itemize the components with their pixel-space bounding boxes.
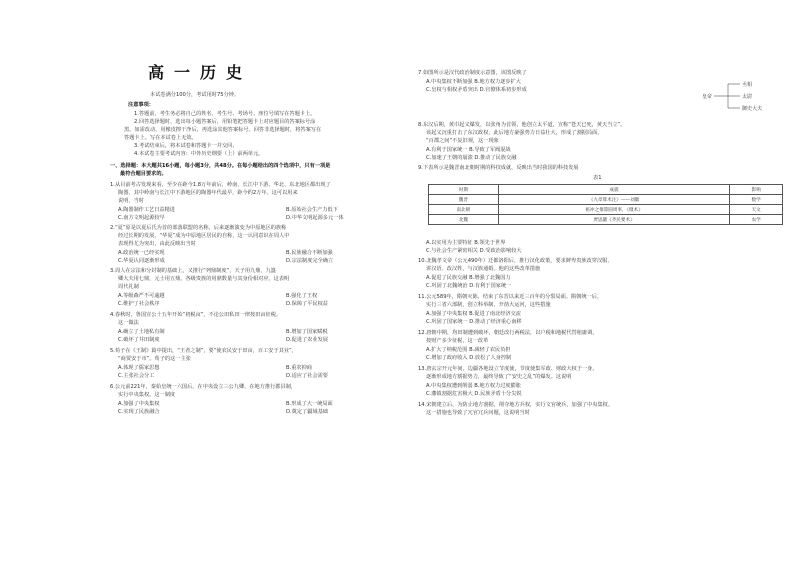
table-cell: 《九章算术注》——刘徽 <box>498 195 730 205</box>
question-line: 这一做法 <box>118 320 139 326</box>
notice-line: 3.考试结束后，将本试卷和答题卡一并交回。 <box>134 143 238 149</box>
question-line: 卿大夫用七鼎，元士用五鼎。各级贵族的用鼎数量与其身份相对应。这表明 <box>118 276 290 282</box>
table-row <box>429 215 783 225</box>
option[interactable]: D.促进了农业发展 <box>286 337 328 343</box>
option[interactable]: A.中央集权遭到削弱 B.地方权力过度膨胀 <box>426 383 521 389</box>
question-line: 按财产多少征税，这一改革 <box>426 338 489 344</box>
question-line: 12.唐朝中期，均田制遭到破坏，朝廷改行两税法，以户税和地税代替租庸调， <box>418 330 598 336</box>
diagram-label: 丞相 <box>742 82 753 88</box>
question-line: 实行三省六部制，创立科举制，开凿大运河，这些措施 <box>426 302 551 308</box>
notice-line: 黑。如需改动，用橡皮擦干净后，再选涂其他答案标号。回答非选择题时，将答案写在 <box>124 127 322 133</box>
question-line: 这一措施也导致了冗官冗兵问题，这说明当时 <box>426 410 530 416</box>
option[interactable]: D.适应了社会需要 <box>286 373 328 379</box>
option[interactable]: A.加强了中央集权 B.促进了南北经济交流 <box>426 311 521 317</box>
question-line: 实行中央集权。这一制度 <box>118 392 176 398</box>
option[interactable]: B.强化了王权 <box>286 293 318 299</box>
table-cell: 数学 <box>730 195 783 205</box>
option[interactable]: C.破坏了井田制度 <box>118 337 160 343</box>
question-line: 经过长期的发展，“华夏”成为中原地区居民的自称，这一认同意识在周人中 <box>118 233 290 239</box>
section-title: 最符合题目要求的。 <box>120 171 167 177</box>
notice-line: 2.回答选择题时，选出每小题答案后，用铅笔把答题卡上对应题目的答案标号涂 <box>134 119 316 125</box>
question-line: 9.下表所示是魏晋南北朝时期的科技成就，反映出当时我国的科技发展 <box>418 165 579 171</box>
table-header: 时期 <box>429 185 499 195</box>
table-cell: 北魏 <box>429 215 499 225</box>
table-cell: 天文 <box>730 205 783 215</box>
question-line: 10.北魏孝文帝（公元490年）迁都洛阳后，推行汉化政策，要求鲜卑贵族改穿汉服、 <box>418 258 613 264</box>
table-caption: 表1 <box>593 175 602 181</box>
question-line: 5.荀子在《王制》篇中提出，“王者之制”，要“使农民安于田亩，百工安于其业”， <box>110 348 297 354</box>
question-line: 逐渐形成地方割据势力，最终导致了“安史之乱”的爆发。这说明 <box>426 374 572 380</box>
option[interactable]: A.扩大了纳税范围 B.减轻了农民负担 <box>426 347 511 353</box>
table-cell: 贾思勰《齐民要术》 <box>498 215 730 225</box>
notice-line: 1.答题前，考生务必将自己的姓名、考生号、考场号、座位号填写在答题卡上。 <box>134 111 316 117</box>
question-line: 讲汉语、改汉姓，与汉族通婚。他的这些改革措施 <box>426 266 541 272</box>
diagram-label: 皇帝 <box>702 94 713 100</box>
question-line: 7.如图所示是汉代政治制度示意图，该图反映了 <box>418 70 527 76</box>
achievement-table <box>428 184 783 225</box>
question-line: “商贾安于市”。荀子的这一主张 <box>118 356 191 362</box>
option[interactable]: A.确立了土地私有制 <box>118 329 165 335</box>
question-line: 13.唐玄宗开元年间，边疆各地设立节度使，节度使集军政、财政大权于一身， <box>418 366 598 372</box>
question-line: 该起义沉重打击了东汉政权，此后地方豪强势力日益壮大，形成了割据局面， <box>426 130 603 136</box>
option[interactable]: B.民族融合不断加强 <box>286 250 333 256</box>
option[interactable]: C.巩固了北魏统治 D.有利于国家统一 <box>426 283 512 289</box>
question-line: 6.公元前221年，秦始皇统一六国后，在中央设立三公九卿，在地方推行郡县制， <box>110 384 297 390</box>
option[interactable]: C.华夏认同逐渐形成 <box>118 258 165 264</box>
option[interactable]: C.巩固了国家统一 D.推动了经济重心南移 <box>426 319 522 325</box>
notice-line: 4.本试卷主要考试内容：中外历史纲要（上）前两单元。 <box>134 151 264 157</box>
notice-line: 答题卡上。写在本试卷上无效。 <box>124 135 197 141</box>
option[interactable]: D.奠定了疆域基础 <box>286 409 328 415</box>
notice-title: 注意事项： <box>128 102 154 108</box>
option[interactable]: A.促进了民族交融 B.增强了北魏国力 <box>426 275 511 281</box>
table-header: 影响 <box>730 185 783 195</box>
option[interactable]: B.原始社会生产力低下 <box>286 207 338 213</box>
table-row <box>429 205 783 215</box>
table-row <box>429 195 783 205</box>
page-title: 高一历史 <box>147 63 252 82</box>
question-line: 表现得尤为突出，由此反映出当时 <box>118 241 196 247</box>
question-line: 8.东汉后期，黄巾起义爆发，以张角为首领，他创立太平道，宣称“苍天已死，黄天当立”。 <box>418 122 626 128</box>
question-line: 1.从目前考古发现来看，至少在距今1.8万年前后，岭南、长江中下游、华北、东北地区都出现了 <box>110 182 331 188</box>
option[interactable]: C.加速了王朝的崩溃 D.推动了民族交融 <box>426 155 517 161</box>
question-line: 14.宋朝建立后，为防止地方割据，削夺地方兵权，实行文官统兵，加强了中央集权。 <box>418 402 614 408</box>
option[interactable]: A.以实用为主要特征 B.领先于世界 <box>426 240 506 246</box>
table-cell: 南北朝 <box>429 205 499 215</box>
question-line: “百郡之间”不复旧观，这一现象 <box>426 138 499 144</box>
option[interactable]: D.中华文明起源多元一体 <box>286 215 344 221</box>
question-line: 4.春秋时，鲁国宣公十五年开始“初税亩”，不论公田私田一律按田亩征税。 <box>110 312 282 318</box>
option[interactable]: C.维护了社会秩序 <box>118 301 160 307</box>
section-title: 一、选择题：本大题共16小题，每小题3分，共48分。在每小题给出的四个选项中，只有一项是 <box>110 163 331 169</box>
option[interactable]: D.宗法制度完全确立 <box>286 258 334 264</box>
option[interactable]: D.保障了平民权益 <box>286 301 328 307</box>
question-line: 陶器，其中岭南与长江中下游地区的陶器年代最早，距今约2万年。这可以用来 <box>118 190 298 196</box>
option[interactable]: A.等级森严不可逾越 <box>118 293 165 299</box>
option[interactable]: C.实现了民族融合 <box>118 409 160 415</box>
option[interactable]: C.增加了政府收入 D.放松了人身控制 <box>426 355 512 361</box>
question-line: 周代礼制 <box>118 284 139 290</box>
table-cell: 祖冲之推算圆周率，《缀术》 <box>498 205 730 215</box>
government-structure-diagram <box>700 78 780 114</box>
diagram-label: 太尉 <box>742 94 753 100</box>
question-line: C.皇权与相权矛盾突出 D.官僚体系初步形成 <box>426 87 527 93</box>
question-line: 说明，当时 <box>118 198 144 204</box>
option[interactable]: C.主张社会分工 <box>118 373 155 379</box>
option[interactable]: B.形成了大一统局面 <box>286 401 333 407</box>
option[interactable]: A.体现了儒家思想 <box>118 365 160 371</box>
option[interactable]: B.增加了国家赋税 <box>286 329 328 335</box>
question-line: 3.周人在宗法和分封制的基础上，又推行“列鼎制度”，天子用九鼎，九簋 <box>110 268 276 274</box>
option[interactable]: C.南方文明起源较早 <box>118 215 165 221</box>
option[interactable]: A.有利于国家统一 B.导致了军阀混战 <box>426 147 511 153</box>
option[interactable]: A.陶器制作工艺日益精进 <box>118 207 175 213</box>
option[interactable]: A.加强了中央集权 <box>118 401 160 407</box>
option[interactable]: A.政治统一已经实现 <box>118 250 165 256</box>
table-header: 成就 <box>498 185 730 195</box>
table-cell: 农学 <box>730 215 783 225</box>
question-line: 2.“夏”原是以夏后氏为首的部落联盟的名称，后来逐渐演变为中原地区的族称 <box>110 225 287 231</box>
diagram-label: 御史大夫 <box>742 106 763 112</box>
score-note: 本试卷满分100分，考试用时75分钟。 <box>150 92 240 98</box>
table-cell: 魏晋 <box>429 195 499 205</box>
question-line: 11.公元589年，隋朝灭陈，结束了东晋以来近三百年的分裂局面。隋朝统一后， <box>418 294 603 300</box>
right-column <box>418 0 788 561</box>
option[interactable]: C.藩镇割据危害极大 D.民族矛盾十分尖锐 <box>426 391 522 397</box>
question-line: A.中央集权不断加强 B.地方权力逐步扩大 <box>426 79 521 85</box>
option[interactable]: C.与社会生产紧密相关 D.受政治影响较大 <box>426 248 522 254</box>
option[interactable]: B.重农抑商 <box>286 365 312 371</box>
